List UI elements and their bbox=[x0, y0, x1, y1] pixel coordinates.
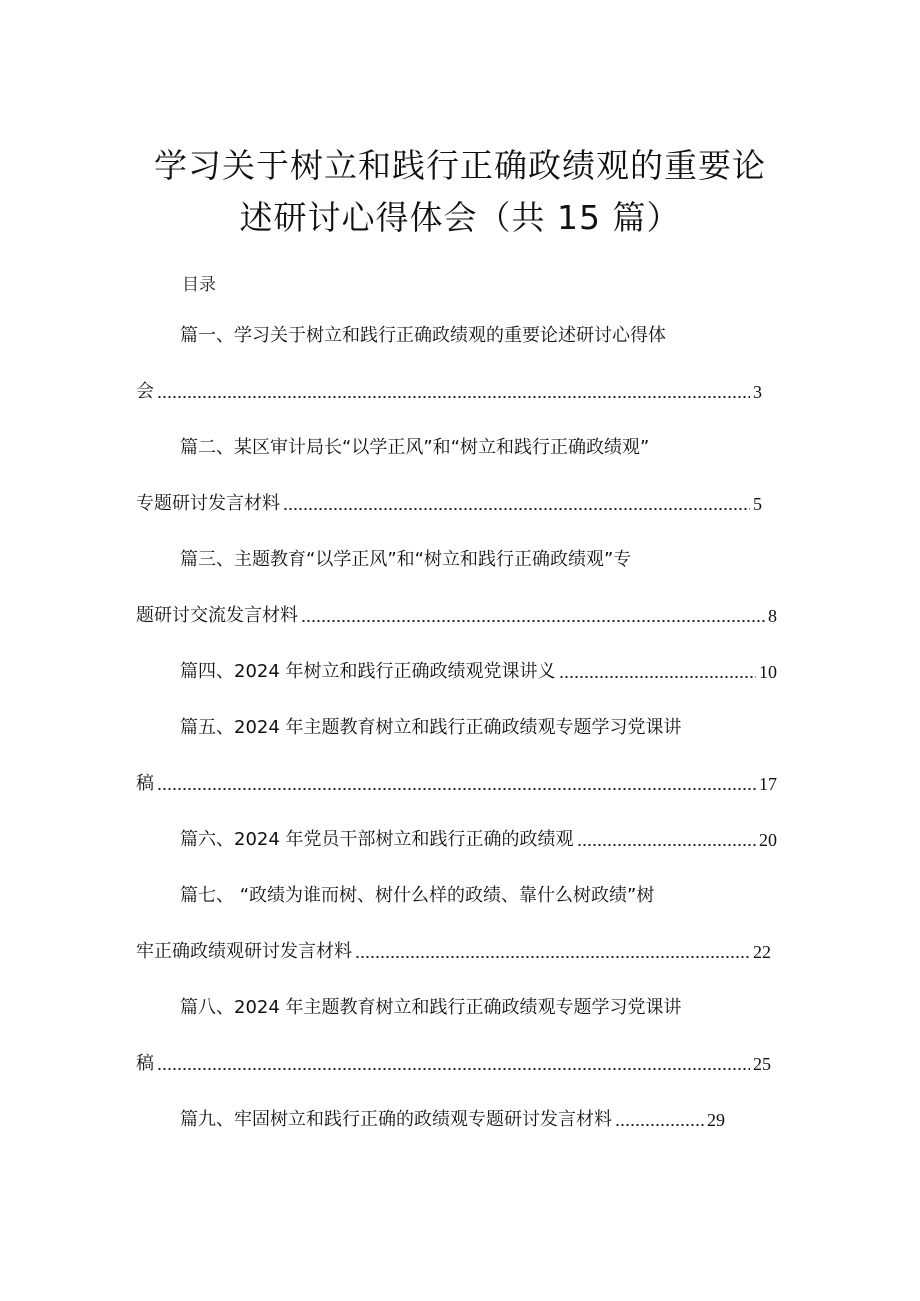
toc-entry-8-line: 篇八、2024 年主题教育树立和践行正确政绩观专题学习党课讲 bbox=[180, 997, 682, 1018]
toc-entry-9-page: 29 bbox=[707, 1110, 725, 1130]
toc-entry-7-page: 22 bbox=[753, 942, 771, 962]
toc-entry-1-leader[interactable] bbox=[136, 379, 762, 405]
toc-entry-2-leader[interactable] bbox=[136, 491, 762, 517]
toc-entry-8-leader[interactable] bbox=[136, 1051, 771, 1077]
dot-leader bbox=[355, 954, 750, 960]
toc-entry-9-tail: 篇九、牢固树立和践行正确的政绩观专题研讨发言材料 bbox=[180, 1109, 612, 1130]
document-title-line-1: 学习关于树立和践行正确政绩观的重要论 bbox=[154, 146, 766, 185]
toc-entry-7-tail: 牢正确政绩观研讨发言材料 bbox=[136, 941, 352, 962]
dot-leader bbox=[157, 394, 750, 400]
toc-entry-4-page: 10 bbox=[759, 662, 777, 682]
toc-entry-3-page: 8 bbox=[768, 606, 777, 626]
toc-heading: 目录 bbox=[182, 275, 216, 295]
toc-entry-6-leader[interactable] bbox=[180, 827, 777, 853]
toc-entry-3-tail: 题研讨交流发言材料 bbox=[136, 605, 298, 626]
toc-entry-7-line: 篇七、 “政绩为谁而树、树什么样的政绩、靠什么树政绩”树 bbox=[180, 885, 655, 906]
toc-entry-1-page: 3 bbox=[753, 382, 762, 402]
toc-entry-6-tail: 篇六、2024 年党员干部树立和践行正确的政绩观 bbox=[180, 829, 574, 850]
toc-entry-3-leader[interactable] bbox=[136, 603, 777, 629]
toc-entry-5-page: 17 bbox=[759, 774, 777, 794]
toc-entry-8-tail: 稿 bbox=[136, 1053, 154, 1074]
dot-leader bbox=[157, 786, 756, 792]
dot-leader bbox=[301, 618, 765, 624]
toc-entry-8-page: 25 bbox=[753, 1054, 771, 1074]
toc-entry-4-tail: 篇四、2024 年树立和践行正确政绩观党课讲义 bbox=[180, 661, 556, 682]
document-title-line-2: 述研讨心得体会（共 15 篇） bbox=[239, 198, 681, 237]
toc-entry-2-page: 5 bbox=[753, 494, 762, 514]
dot-leader bbox=[577, 842, 756, 848]
toc-entry-4-leader[interactable] bbox=[180, 659, 777, 685]
toc-entry-2-line: 篇二、某区审计局长“以学正风”和“树立和践行正确政绩观” bbox=[180, 437, 650, 458]
dot-leader bbox=[283, 506, 750, 512]
toc-entry-1-tail: 会 bbox=[136, 381, 154, 402]
toc-entry-6-page: 20 bbox=[759, 830, 777, 850]
toc-entry-2-tail: 专题研讨发言材料 bbox=[136, 493, 280, 514]
dot-leader bbox=[559, 674, 756, 680]
toc-entry-5-tail: 稿 bbox=[136, 773, 154, 794]
toc-entry-5-leader[interactable] bbox=[136, 771, 777, 797]
dot-leader bbox=[157, 1066, 750, 1072]
dot-leader bbox=[615, 1122, 704, 1128]
toc-entry-1-line: 篇一、学习关于树立和践行正确政绩观的重要论述研讨心得体 bbox=[180, 325, 666, 346]
toc-entry-3-line: 篇三、主题教育“以学正风”和“树立和践行正确政绩观”专 bbox=[180, 549, 632, 570]
toc-entry-5-line: 篇五、2024 年主题教育树立和践行正确政绩观专题学习党课讲 bbox=[180, 717, 682, 738]
toc-entry-9-leader[interactable] bbox=[180, 1107, 725, 1133]
toc-entry-7-leader[interactable] bbox=[136, 939, 771, 965]
